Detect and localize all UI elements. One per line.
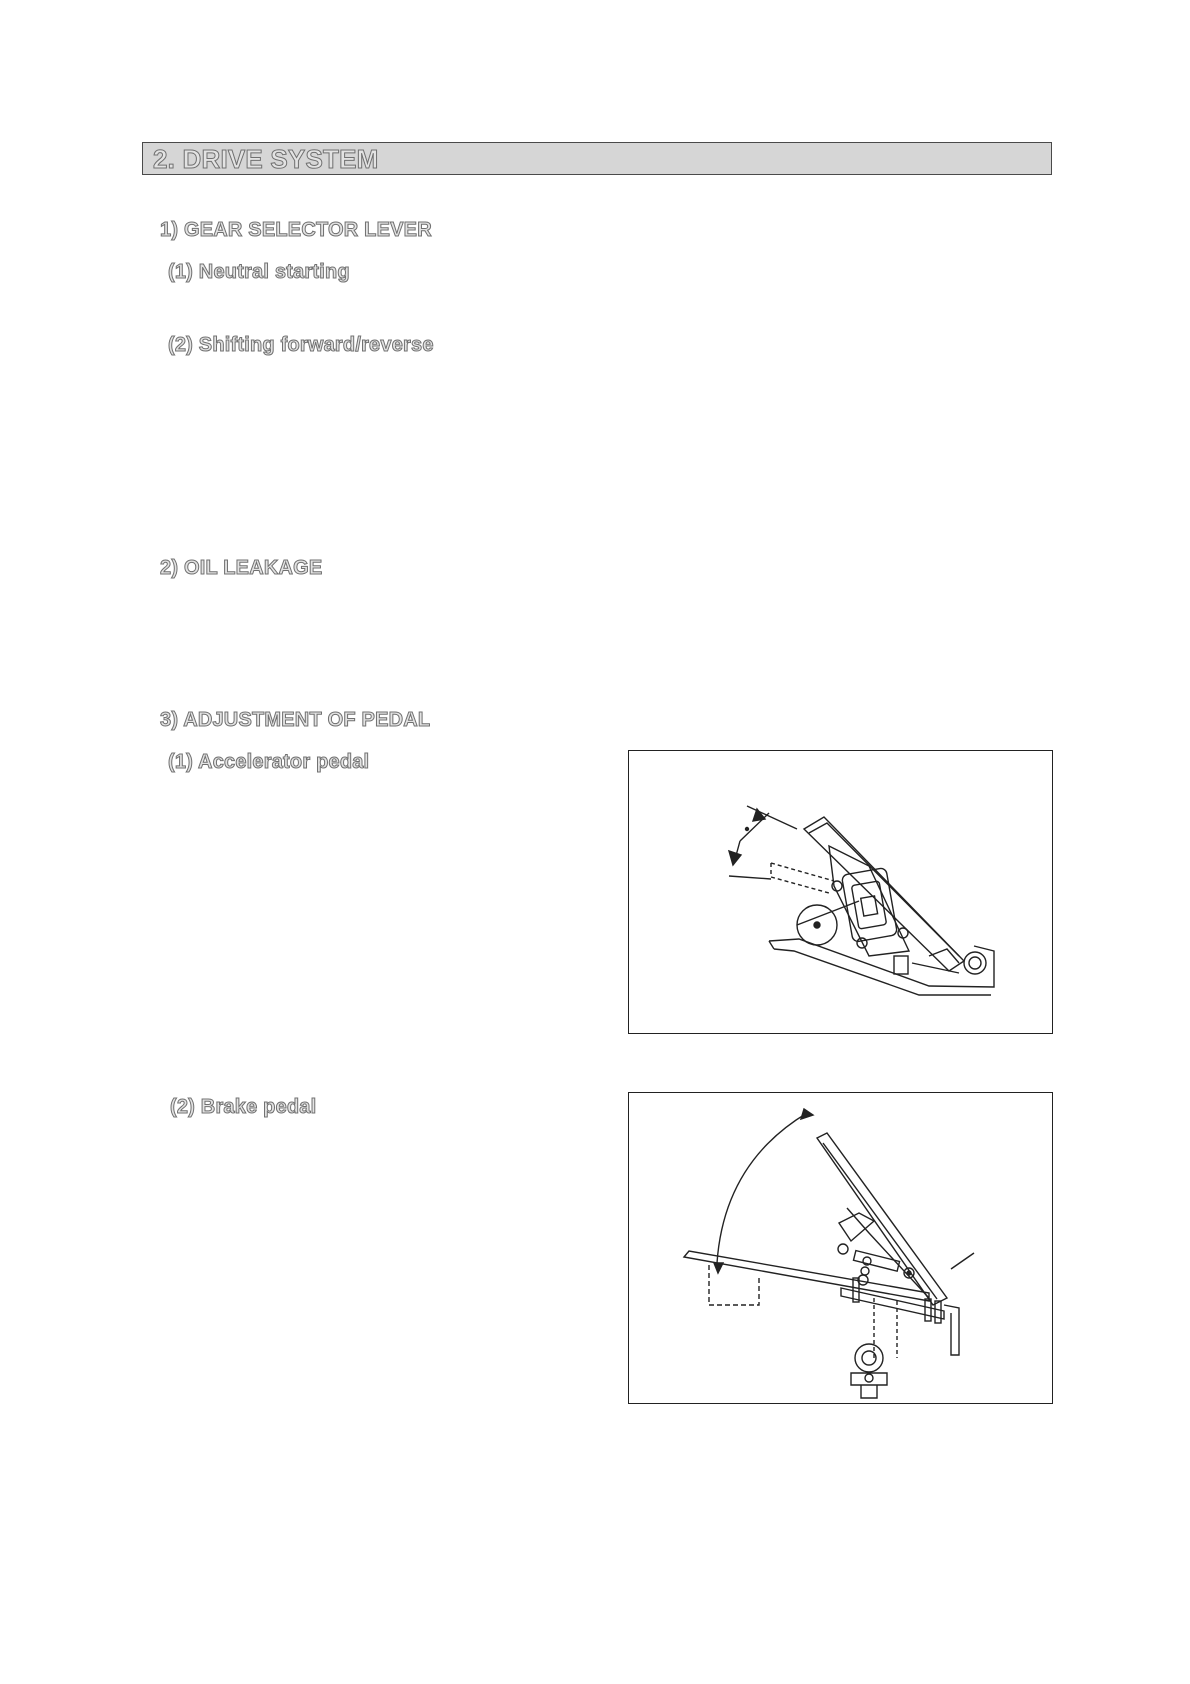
heading-adjustment-of-pedal: 3) ADJUSTMENT OF PEDAL [160, 709, 431, 731]
figure-brake-pedal [628, 1092, 1053, 1404]
figure-accelerator-pedal [628, 750, 1053, 1034]
item-shifting-forward-reverse: (2) Shifting forward/reverse [168, 334, 434, 356]
section-title: 2. DRIVE SYSTEM [153, 144, 379, 174]
section-header-bar [142, 142, 1052, 175]
item-brake-pedal: (2) Brake pedal [170, 1096, 317, 1118]
heading-gear-selector-lever: 1) GEAR SELECTOR LEVER [160, 219, 432, 241]
brake-pedal-drawing-icon [629, 1093, 1054, 1405]
heading-oil-leakage: 2) OIL LEAKAGE [160, 557, 323, 579]
accelerator-pedal-drawing-icon [629, 751, 1054, 1035]
item-accelerator-pedal: (1) Accelerator pedal [168, 751, 370, 773]
item-neutral-starting: (1) Neutral starting [168, 261, 350, 283]
